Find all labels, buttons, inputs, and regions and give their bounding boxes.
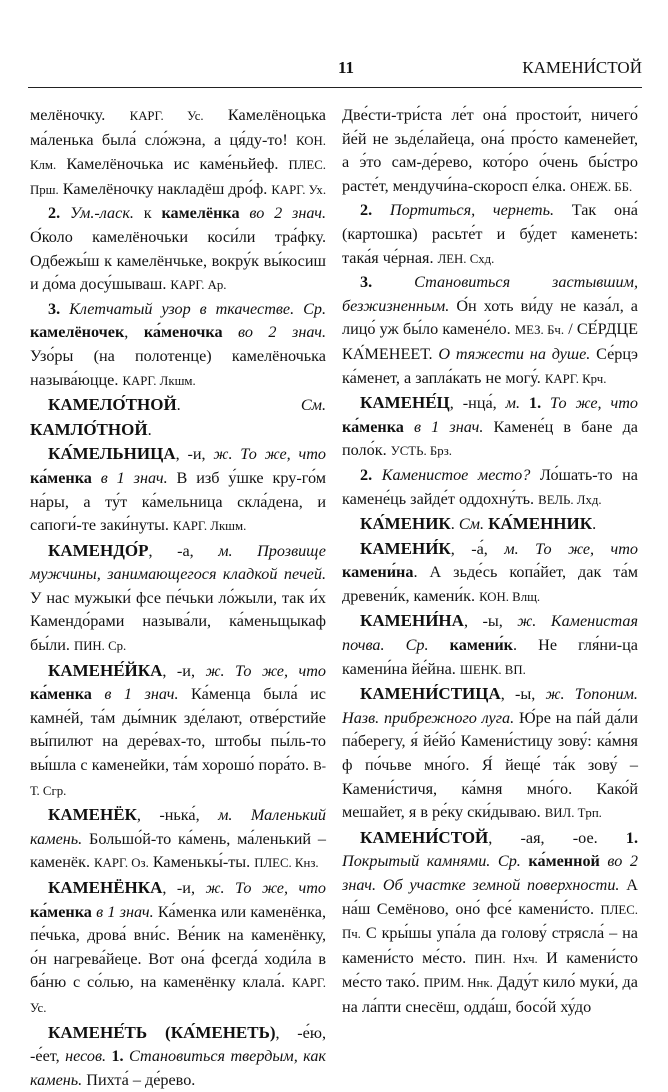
- entry-text: 1.: [625, 828, 638, 847]
- entry-text: Каменькы́-ты.: [148, 853, 255, 872]
- entry-text: Се́рцэ ка́менет, а запла́кать не могу́.: [342, 344, 638, 387]
- headword: КАМЕНЁК: [48, 805, 137, 825]
- entry-text: Камелёночька ис каме́ньйеф.: [56, 155, 289, 174]
- running-head: КАМЕНИ́СТОЙ: [522, 58, 642, 77]
- source-ref: ПИН. Ср.: [73, 639, 127, 654]
- dictionary-paragraph: [342, 512, 638, 537]
- entry-text: , -а,: [148, 541, 219, 560]
- source-ref: ВИЛ. Тpп.: [544, 806, 602, 821]
- left-column: [30, 104, 326, 1092]
- headword: КАМЕНИ́К: [360, 538, 451, 558]
- headword: КАМЕНЕ́Ц: [360, 393, 450, 413]
- entry-text: 1.: [528, 394, 542, 413]
- entry-text: Две́сти-три́ста ле́т она́ простои́т, ничего́ йе́й не зьде́лайеца, она́ про́сто каменейет, а э́то сам-де́рево, кото́ро о́чень бы́стро расте́т, мендучи́на-скоросп е́лка.: [342, 106, 638, 195]
- headword: КАМЕНИ́НА: [360, 611, 464, 631]
- entry-text: Портиться, чернеть.: [389, 201, 555, 220]
- entry-text: 1.: [111, 1047, 124, 1066]
- source-ref: МЕЗ. Бч.: [514, 323, 565, 338]
- entry-text: ка́менка: [30, 902, 92, 921]
- headword: КАМЕНЕ́ТЬ (КА́МЕНЕТЬ): [48, 1022, 276, 1042]
- entry-text: во 2 знач. Об участке земной поверхности.: [342, 852, 638, 894]
- entry-text: Становиться застывшим, безжизненным.: [342, 273, 638, 315]
- entry-text: Камене́ц в бане да поло́к.: [342, 417, 638, 460]
- page-number: 11: [338, 58, 355, 77]
- entry-text: ка́менка: [30, 468, 92, 487]
- page-header: [20, 58, 648, 88]
- entry-text: , -а́,: [450, 539, 505, 558]
- entry-text: У нас мужыки́ фсе пе́чьки ло́жыли, так и́х Камендо́рами называ́ли, ка́меньщыкаф бы́ли.: [30, 588, 326, 655]
- entry-text: 2.: [360, 465, 373, 484]
- entry-text: ,: [124, 323, 144, 342]
- source-ref: КАРГ. Крч.: [544, 371, 607, 386]
- entry-text: камени́к: [449, 636, 514, 655]
- entry-text: , -нца́,: [449, 394, 506, 413]
- entry-text: м. То же, что: [504, 539, 638, 558]
- source-ref: ВЕЛЬ. Лхд.: [538, 492, 602, 507]
- entry-text: [520, 394, 529, 412]
- headword: КАМЕНИ́СТОЙ: [360, 827, 489, 847]
- headword: КАМЕНДО́Р: [48, 540, 149, 560]
- dictionary-paragraph: [342, 609, 638, 682]
- entry-text: Пихта́ – де́рево.: [82, 1070, 196, 1089]
- entry-text: 2.: [48, 204, 61, 223]
- entry-text: несов.: [65, 1047, 107, 1066]
- entry-text: Камелёноцька ма́ленька была́ сло́жэна, а ця́ду-то!: [30, 106, 326, 149]
- source-ref: ПРИМ. Ннк.: [423, 976, 493, 991]
- dictionary-paragraph: [30, 876, 326, 1021]
- dictionary-paragraph: [30, 803, 326, 876]
- entry-text: ж. То же, что: [205, 661, 326, 680]
- entry-text: .: [147, 420, 152, 439]
- entry-text: ка́менной: [528, 852, 600, 871]
- entry-text: мелёночку.: [30, 106, 130, 124]
- headword: КАМЛО́ТНОЙ: [30, 419, 148, 439]
- source-ref: ОНЕЖ. ББ.: [570, 179, 633, 194]
- entry-text: Ум.-ласк.: [69, 204, 134, 223]
- entry-text: , -е́ю, -е́ет,: [30, 1023, 327, 1066]
- entry-text: Даду́т кило́ муки́, да на ла́пти снесёш, одда́ш, босо́й ху́до: [342, 973, 638, 1016]
- source-ref: КАРГ. Ус.: [129, 109, 204, 123]
- entry-text: , -ы,: [500, 685, 546, 704]
- source-ref: КАРГ. Лкшм.: [173, 519, 247, 534]
- entry-text: камени́на: [342, 563, 414, 582]
- entry-text: . Не гля́ни-ца камени́на йе́йна.: [342, 636, 638, 678]
- right-column: [342, 104, 638, 1020]
- entry-text: в 1 знач.: [91, 468, 168, 487]
- entry-text: О́н хоть ви́ду не каза́л, а лицо́ уж бы́ло камене́ло.: [342, 296, 638, 339]
- entry-text: И камени́сто ме́сто тако́.: [342, 948, 639, 992]
- entry-text: [372, 466, 382, 484]
- dictionary-paragraph: [342, 391, 638, 464]
- entry-text: , -и,: [175, 445, 214, 464]
- entry-text: ка́менка: [342, 417, 404, 436]
- source-ref: КОН. Влщ.: [479, 589, 541, 604]
- entry-text: ж. Топоним. Назв. прибрежного луга.: [342, 685, 638, 727]
- entry-text: То же, что: [550, 394, 639, 413]
- entry-text: ж. То же, что: [213, 445, 326, 464]
- headword: КАМЕНЕ́ЙКА: [48, 660, 163, 680]
- entry-text: . А зьде́сь копа́йет, дак та́м древени́к, камени́к.: [342, 563, 638, 605]
- entry-text: Узо́ры (на полотенце) камелёночька называ́юцце.: [30, 346, 326, 389]
- entry-text: В изб у́шке кру-го́м на́ры, а ту́т ка́мельница скла́дена, и сапоги́-те заки́нуты.: [30, 468, 326, 535]
- entry-text: в 1 знач.: [91, 685, 179, 704]
- entry-text: в 1 знач.: [91, 902, 154, 921]
- source-ref: ПИН. Нхч.: [474, 951, 538, 966]
- entry-text: Становиться твердым, как камень.: [30, 1047, 327, 1089]
- entry-text: ж. То же, что: [205, 879, 326, 897]
- source-ref: ШЕНК. ВП.: [459, 662, 526, 677]
- entry-text: во 2 знач.: [222, 323, 327, 342]
- headword: КА́МЕЛЬНИЦА: [48, 444, 176, 464]
- dictionary-paragraph: [30, 298, 326, 393]
- headword: КА́МЕННИК: [488, 514, 593, 534]
- entry-text: , -и,: [162, 661, 206, 680]
- entry-text: А на́ш Семёново, оно́ фсе́ камени́сто.: [342, 876, 638, 918]
- entry-text: , -нька́,: [136, 806, 219, 825]
- entry-text: 2.: [360, 201, 373, 220]
- source-ref: ЛЕН. Схд.: [437, 251, 495, 266]
- headword: КА́МЕНИК: [360, 514, 451, 534]
- entry-text: камелёночек: [30, 323, 125, 342]
- entry-text: Покрытый камнями. Ср.: [342, 852, 521, 871]
- entry-text: , -ая, -ое.: [488, 828, 626, 847]
- source-ref: КАРГ. Ух.: [271, 182, 327, 197]
- entry-text: во 2 знач.: [239, 204, 326, 223]
- entry-text: Ка́менка или каменёнка, пе́чька, дрова́ вни́с. Ве́ник на каменёнку, о́н нагрева́йеце. Вот она́ фсегда́ ходи́ла в ба́ню с со́лью, на каменёнку клала́.: [30, 902, 326, 992]
- entry-text: камелёнка: [161, 204, 240, 223]
- entry-text: м.: [505, 394, 521, 413]
- dictionary-paragraph: [30, 659, 326, 804]
- entry-text: Ю́ре на па́й да́ли па́берегу, я́ йе́йо́ Камени́стицу зову́: ка́мня ф по́чьве мно́го. Я́ йеще́ та́к зову́ – Камени́стичя, ка́мня мно́го. Како́й мешайет, я в ре́ку ски́дываю.: [342, 708, 638, 822]
- entry-text: См.: [458, 515, 485, 534]
- entry-text: ка́менка: [30, 685, 92, 704]
- entry-text: См.: [300, 396, 326, 415]
- entry-text: [60, 204, 70, 222]
- entry-text: м. Маленький камень.: [30, 806, 327, 848]
- headword: КАМЕНЁНКА: [48, 878, 163, 897]
- entry-text: Большо́й-то ка́мень, ма́ленький – каменёк.: [30, 829, 326, 872]
- dictionary-paragraph: [342, 682, 638, 826]
- headword: КАМЕЛО́ТНОЙ: [48, 395, 177, 415]
- dictionary-paragraph: [342, 199, 638, 271]
- entry-text: Ло́шать-то на камене́ць зайде́т оддохну́ть.: [342, 465, 638, 508]
- source-ref: ПЛЕС. Кнз.: [254, 856, 319, 871]
- entry-text: м. Прозвище мужчины, занимающегося кладкой печей.: [30, 541, 326, 584]
- dictionary-paragraph: [342, 464, 638, 512]
- entry-text: , -ы,: [463, 612, 518, 631]
- entry-text: [541, 394, 550, 412]
- source-ref: ПЛЕС. Пч.: [342, 902, 638, 942]
- headword: КАМЕНИ́СТИЦА: [360, 684, 501, 704]
- source-ref: КАРГ. Лкшм.: [122, 373, 196, 388]
- entry-text: [60, 300, 69, 318]
- entry-text: [429, 636, 450, 654]
- header-rule: [28, 87, 642, 88]
- dictionary-paragraph: [30, 393, 326, 442]
- dictionary-paragraph: [342, 537, 638, 610]
- entry-text: в 1 знач.: [403, 417, 484, 436]
- source-ref: УСТЬ. Брз.: [390, 444, 453, 459]
- source-ref: КОН. Клм.: [30, 133, 326, 173]
- dictionary-paragraph: [30, 202, 326, 297]
- entry-text: 3.: [48, 299, 61, 318]
- entry-text: [372, 273, 414, 291]
- dictionary-paragraph: [342, 826, 638, 1020]
- entry-text: О тяжести на душе.: [438, 344, 591, 363]
- source-ref: КАРГ. Ус.: [30, 976, 326, 1015]
- entry-text: ж. Каменистая почва. Ср.: [342, 612, 638, 655]
- dictionary-paragraph: [30, 104, 326, 202]
- source-ref: КАРГ. Оз.: [94, 856, 149, 871]
- entry-text: ка́меночка: [143, 323, 223, 342]
- entry-text: к: [133, 204, 162, 223]
- entry-text: / СЕ́РДЦЕ КА́МЕНЕЕТ.: [342, 320, 638, 363]
- entry-text: .: [176, 396, 301, 415]
- entry-text: .: [450, 515, 459, 534]
- dictionary-paragraph: [342, 271, 638, 391]
- entry-text: С кры́шы упа́ла да голову́ стрясла́ – на камени́сто ме́сто.: [342, 924, 638, 967]
- entry-text: , -и,: [162, 879, 206, 897]
- dictionary-paragraph: [342, 104, 638, 199]
- entry-text: Камелёночку накладёш дро́ф.: [58, 179, 272, 198]
- dictionary-paragraph: [30, 1021, 326, 1092]
- entry-text: Ка́менца была́ ис камне́й, та́м ды́мник зде́лают, отве́рстийе вы́пилют на дере́вах-то, штобы пы́ль-то вы́шла с каменейки, та́м хорошо́ пора́то.: [30, 685, 326, 775]
- entry-text: Так она́ (картошка) расьте́т и бу́дет каменеть: така́я че́рная.: [342, 201, 638, 267]
- entry-text: О́коло камелёночьки коси́ли тра́фку. Одбежы́ш к камелёнчьке, вокру́к вы́косиш и до́ма досу́шываш.: [30, 227, 326, 294]
- entry-text: .: [592, 515, 597, 534]
- dictionary-paragraph: [30, 442, 326, 538]
- entry-text: 3.: [360, 273, 373, 292]
- source-ref: В-Т. Сгр.: [30, 759, 326, 798]
- source-ref: ПЛЕС. Пpш.: [30, 158, 326, 197]
- entry-text: Клетчатый узор в ткачестве. Ср.: [69, 299, 327, 318]
- entry-text: Каменистое место?: [381, 465, 531, 484]
- entry-text: [372, 201, 390, 219]
- source-ref: КАРГ. Ар.: [170, 278, 227, 293]
- dictionary-paragraph: [30, 539, 326, 659]
